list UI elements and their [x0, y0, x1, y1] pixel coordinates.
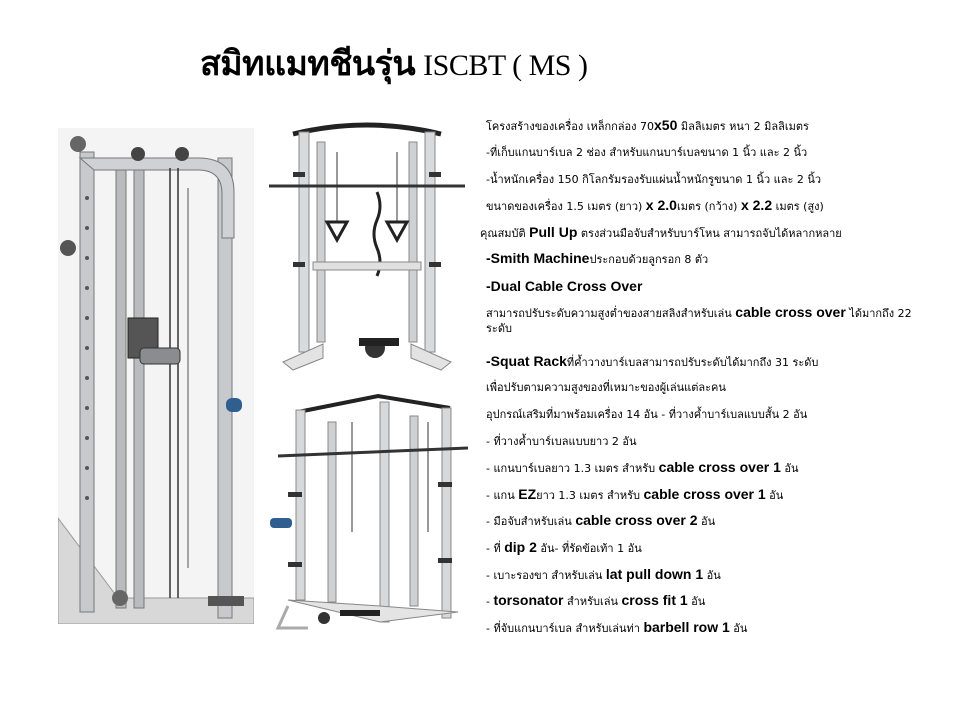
page-title — [200, 36, 587, 90]
close-up-frame-photo — [58, 128, 254, 624]
spec-line-barbell: - แกนบาร์เบลยาว 1.3 เมตร สำหรับ cable cross over 1 อัน — [486, 459, 799, 475]
spec-line-handles: - มือจับสำหรับเล่น cable cross over 2 อัน — [486, 512, 716, 528]
spec-line-barbell-row: - ที่จับแกนบาร์เบล สำหรับเล่นท่า barbell row 1 อัน — [486, 619, 748, 635]
spec-line-torsonator: - torsonator สำหรับเล่น cross fit 1 อัน — [486, 592, 706, 608]
angle-view-photo — [268, 382, 476, 636]
spec-line-squat-rack: -Squat Rackที่ค้ำวางบาร์เบลสามารถปรับระดับได้มากถึง 31 ระดับ — [486, 353, 819, 369]
spec-line-structure: โครงสร้างของเครื่อง เหล็กกล่อง 70x50 มิลลิเมตร หนา 2 มิลลิเมตร — [486, 117, 809, 133]
spec-line-dual-cable: -Dual Cable Cross Over — [486, 278, 643, 294]
spec-line-dimensions: ขนาดของเครื่อง 1.5 เมตร (ยาว) x 2.0เมตร (กว้าง) x 2.2 เมตร (สูง) — [486, 197, 824, 213]
spec-line-ez-bar: - แกน EZยาว 1.3 เมตร สำหรับ cable cross over 1 อัน — [486, 486, 784, 502]
spec-line-dip: - ที่ dip 2 อัน- ที่รัดข้อเท้า 1 อัน — [486, 539, 642, 555]
spec-line-barbell-storage: -ที่เก็บแกนบาร์เบล 2 ช่อง สำหรับแกนบาร์เบลขนาด 1 นิ้ว และ 2 นิ้ว — [486, 146, 808, 159]
spec-line-accessories: อุปกรณ์เสริมที่มาพร้อมเครื่อง 14 อัน - ที่วางค้ำบาร์เบลแบบสั้น 2 อัน — [486, 408, 808, 421]
front-view-photo — [263, 112, 471, 374]
title-model: ISCBT ( MS ) — [423, 49, 588, 82]
spec-line-smith-machine: -Smith Machineประกอบด้วยลูกรอก 8 ตัว — [486, 250, 709, 266]
spec-line-cable-levels: สามารถปรับระดับความสูงต่ำของสายสลิงสำหรับเล่น cable cross over ได้มากถึง 22 ระดับ — [486, 304, 912, 335]
spec-line-pull-up: คุณสมบัติ Pull Up ตรงส่วนมือจับสำหรับบาร์โหน สามารถจับได้หลากหลาย — [480, 224, 842, 240]
spec-line-adjust: เพื่อปรับตามความสูงของที่เหมาะของผู้เล่นแต่ละคน — [486, 381, 726, 394]
spec-line-leg-pad: - เบาะรองขา สำหรับเล่น lat pull down 1 อัน — [486, 566, 721, 582]
title-thai: สมิทแมทชีนรุ่น — [200, 44, 416, 84]
spec-line-weight: -น้ำหนักเครื่อง 150 กิโลกรัมรองรับแผ่นน้ำหนักรูขนาด 1 นิ้ว และ 2 นิ้ว — [486, 173, 822, 186]
spec-line-long-rack: - ที่วางค้ำบาร์เบลแบบยาว 2 อัน — [486, 435, 637, 448]
